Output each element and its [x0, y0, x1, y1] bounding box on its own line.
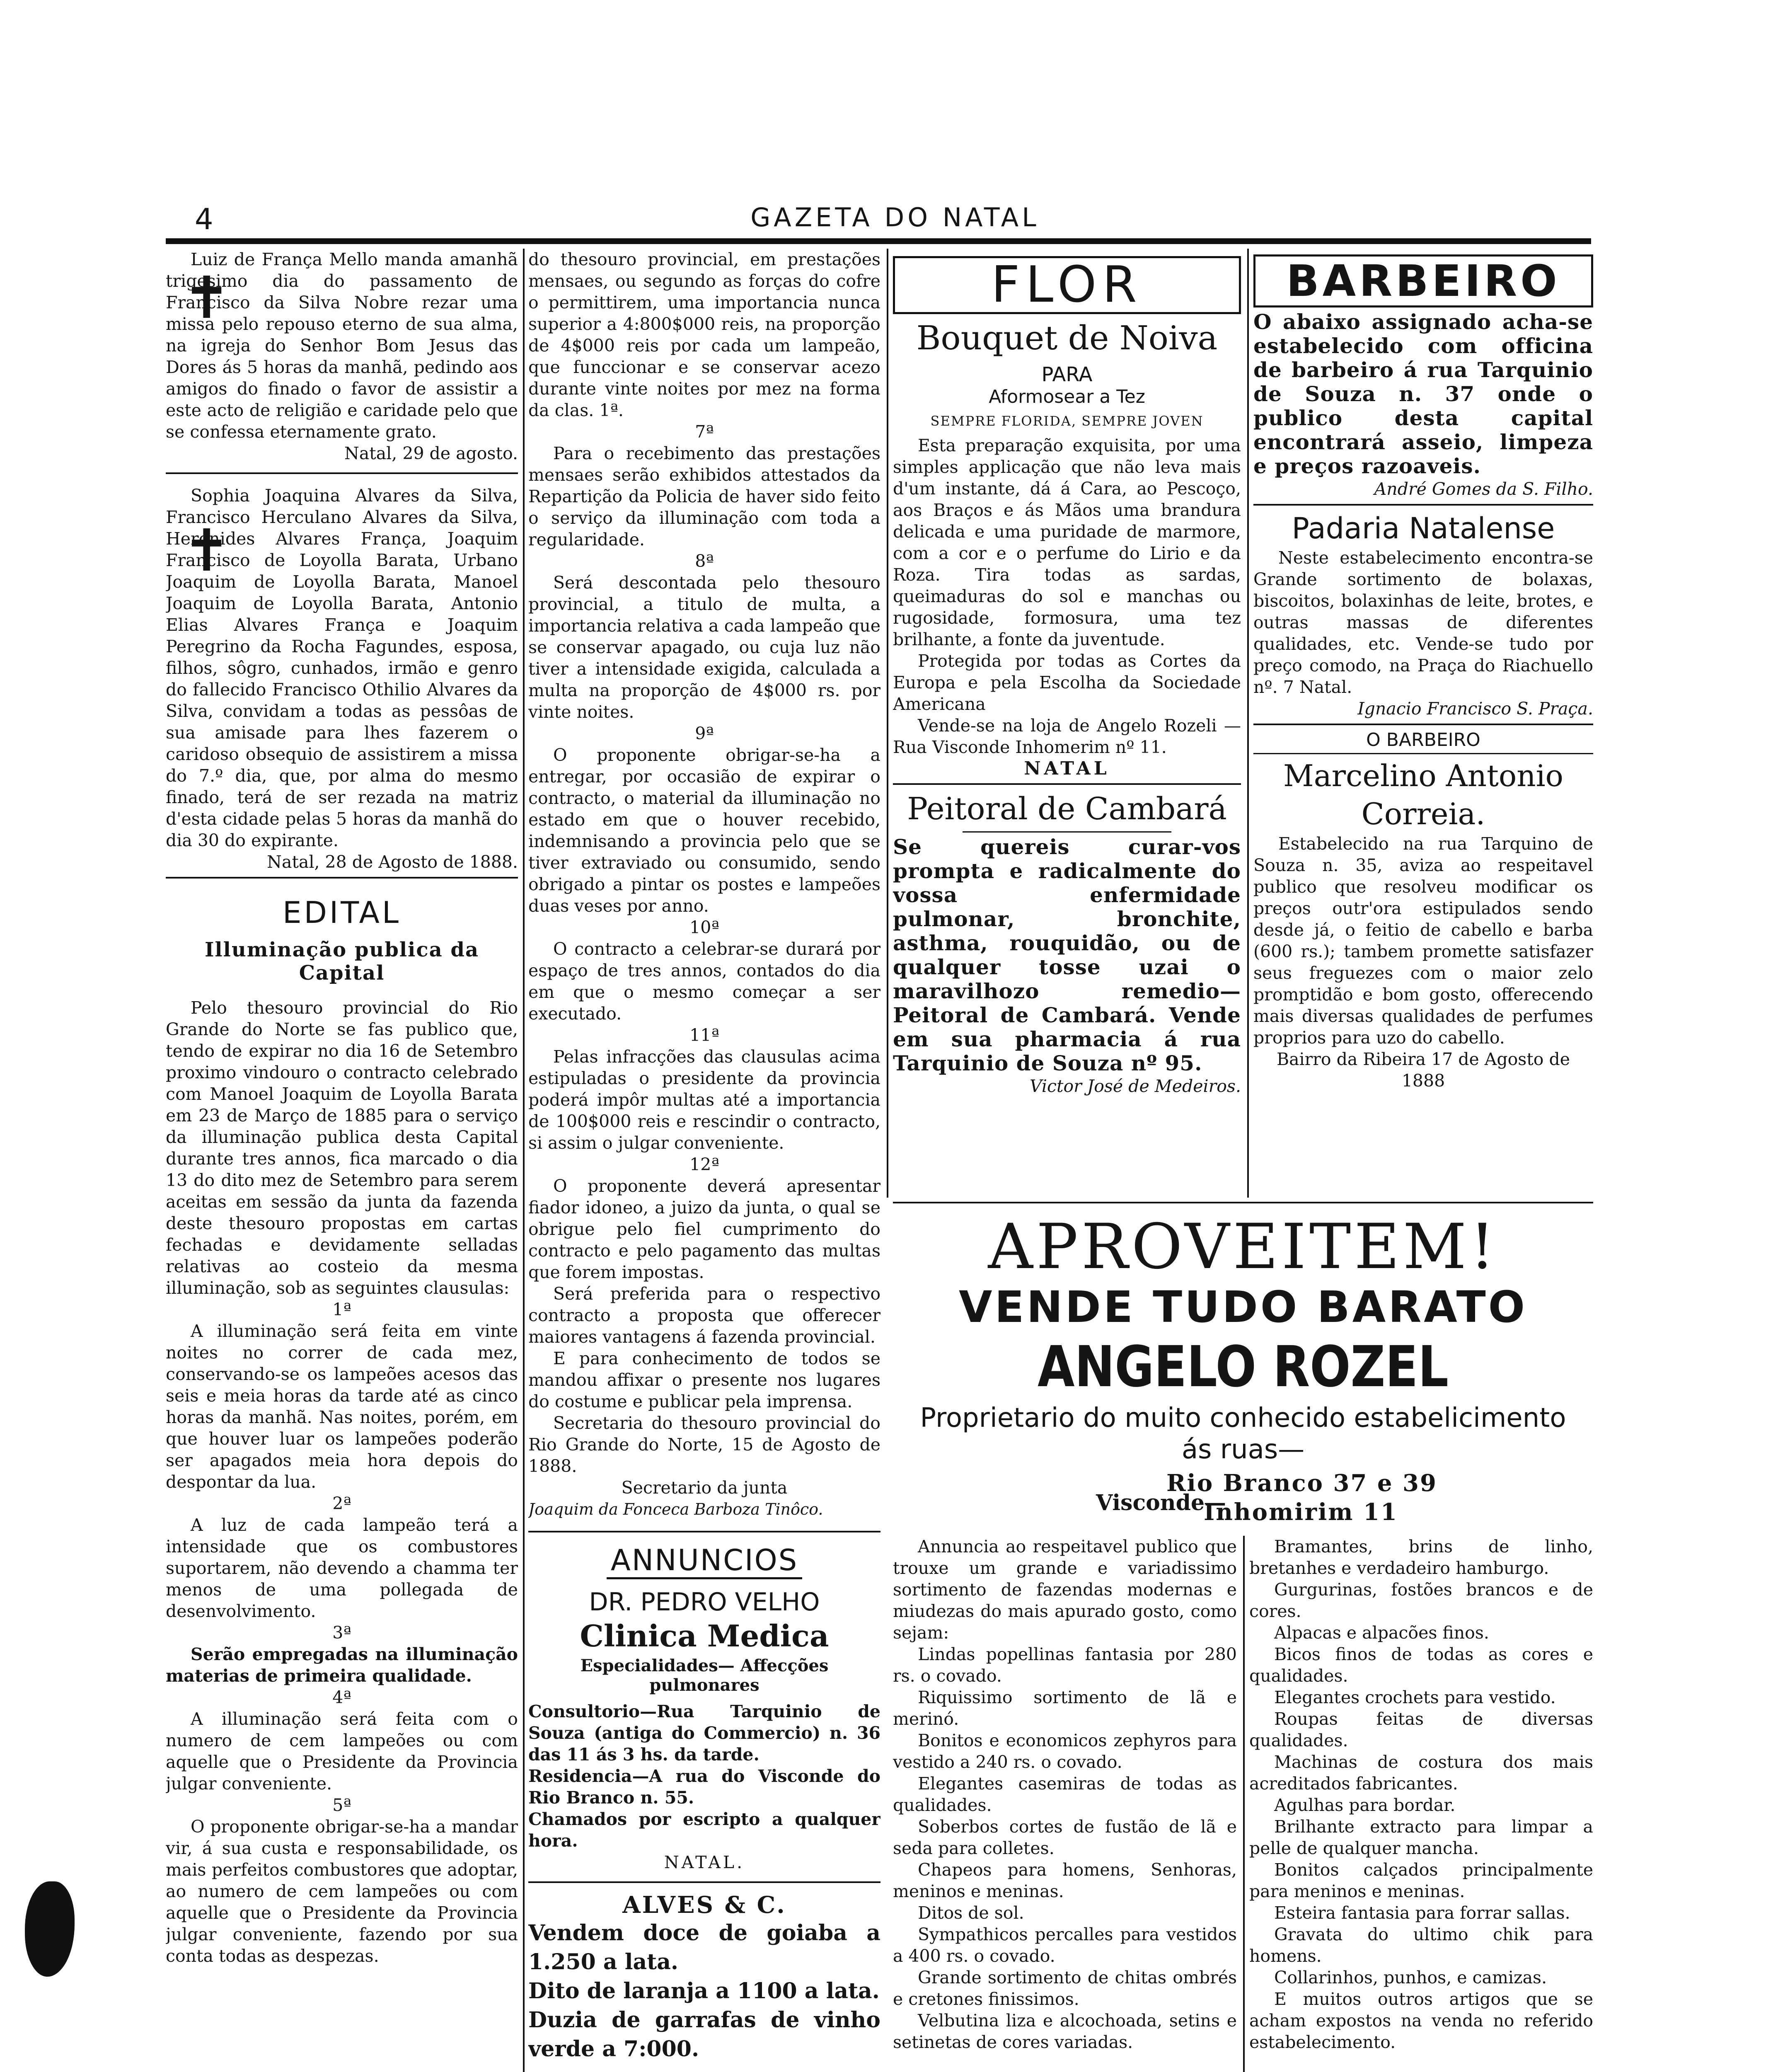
annuncios-heading-wrap — [528, 1543, 880, 1579]
edital-paragraph: E para conhecimento de todos se mandou affixar o presente nos lugares do costume e publicar pela imprensa. — [528, 1348, 880, 1411]
merchant-item: Duzia de garrafas de vinho verde a 7:000. — [528, 2007, 880, 2062]
clause-text: O contracto a celebrar-se durará por espaço de tres annos, contados do dia em que o mesmo começar a ser executado. — [528, 939, 880, 1024]
clinic-city: NATAL. — [664, 1852, 745, 1872]
edital-intro: Pelo thesouro provincial do Rio Grande do Norte se fas publico que, tendo de expirar no dia 16 de Setembro proximo vindouro o contracto celebrado com Manoel Joaquim de Loyolla Barata em 23 de Março de 1885 para o serviço da illuminação publica desta Capital durante tres annos, fica marcado o dia 13 do dito mez de Setembro para serem aceitas em sessão da junta da fazenda deste thesouro propostas em cartas fechadas e devidamente selladas relativas ao costeio da mesma illuminação, sob as seguintes clausulas: — [166, 998, 518, 1298]
clause-text: Serão empregadas na illuminação materias de primeira qualidade. — [166, 1644, 518, 1686]
product-item: Sympathicos percalles para vestidos a 400 rs. o covado. — [893, 1924, 1237, 1966]
clause-number: 10ª — [689, 917, 719, 937]
product-list-right — [1249, 1536, 1593, 2053]
clause-number: 11ª — [689, 1025, 719, 1045]
product-item: Annuncia ao respeitavel publico que trouxe um grande e variadissimo sortimento de fazendas modernas e miudezas do mais apurado gosto, como sejam: — [893, 1537, 1237, 1643]
signature-name: Joaquim da Fonceca Barboza Tinôco. — [528, 1500, 823, 1518]
clinic-calls: Chamados por escripto a qualquer hora. — [528, 1809, 880, 1851]
product-item: Esteira fantasia para forrar sallas. — [1274, 1903, 1570, 1923]
clause-number: 12ª — [689, 1155, 719, 1174]
proprietario-line: Proprietario do muito conhecido estabelicimento ás ruas— — [920, 1403, 1566, 1465]
separator — [528, 1531, 880, 1532]
clause-text: A luz de cada lampeão terá a intensidade que os combustores suportarem, não devendo a chamma ter menos de uma pollegada de desenvolvimento. — [166, 1515, 518, 1621]
edital-paragraph: Será preferida para o respectivo contracto a proposta que offerecer maiores vantagens á fazenda provincial. — [528, 1284, 880, 1347]
peitoral-title: Peitoral de Cambará — [907, 791, 1227, 827]
product-item: Roupas feitas de diversas qualidades. — [1249, 1709, 1593, 1750]
cross-icon: ✝ — [182, 264, 231, 332]
clause-text: Pelas infracções das clausulas acima estipuladas o presidente da provincia poderá impôr multas até a importancia de 100$000 reis e rescindir o contracto, si assim o julgar conveniente. — [528, 1047, 880, 1153]
obituary-notice-1: Luiz de França Mello manda amanhã trigesimo dia do passamento de Francisco da Silva Nobre rezar uma missa pelo repouso eterno de sua alma, na igreja do Senhor Bom Jesus das Dores ás 5 horas da manhã, pedindo aos amigos do finado o favor de assistir a este acto de religião e caridade pelo que se confessa eternamente grato. — [166, 249, 518, 442]
page-number: 4 — [195, 202, 213, 236]
product-item: Bonitos calçados principalmente para meninos e meninas. — [1249, 1860, 1593, 1901]
clause-text: A illuminação será feita com o numero de cem lampeões ou com aquelle que o Presidente da Provincia julgar conveniente. — [166, 1709, 518, 1794]
clause-number: 7ª — [695, 422, 714, 442]
product-item: Bramantes, brins de linho, bretanhes e verdadeiro hamburgo. — [1249, 1537, 1593, 1578]
separator — [1253, 504, 1593, 506]
clause-text: O proponente obrigar-se-ha a entregar, por occasião de expirar o contracto, o material da illuminação no estado em que o houver recebido, indemnisando a provincia pelo que se tiver extraviado ou consumido, sendo obrigado a pintar os postes e lampeões duas veses por anno. — [528, 745, 880, 916]
flor-sold-at: Vende-se na loja de Angelo Rozeli —Rua Visconde Inhomerim nº 11. — [893, 716, 1241, 757]
flor-heading: FLOR — [991, 256, 1143, 314]
column-4 — [1253, 249, 1593, 1198]
marcelino-body: Estabelecido na rua Tarquino de Souza n. 35, aviza ao respeitavel publico que resolveu modificar os preços outr'ora estipulados sendo desde já, o feitio de cabello e barba (600 rs.); tambem promette satisfazer seus freguezes com o maior zelo promptidão e bom gosto, offerecendo mais diversas qualidades de perfumes proprios para uzo do cabello. — [1253, 834, 1593, 1048]
peitoral-signature: Victor José de Medeiros. — [1030, 1076, 1241, 1096]
merchant-name: ALVES & C. — [622, 1891, 786, 1919]
product-item: Alpacas e alpacões finos. — [1274, 1623, 1489, 1643]
product-item: Ditos de sol. — [918, 1903, 1024, 1923]
merchant-item: Dito de laranja a 1100 a lata. — [528, 1978, 880, 2004]
obituary-date-2: Natal, 28 de Agosto de 1888. — [267, 852, 518, 872]
column-1 — [166, 249, 518, 2072]
product-item: Collarinhos, punhos, e camizas. — [1274, 1968, 1547, 1987]
clinic-name: Clinica Medica — [580, 1618, 829, 1653]
separator — [893, 1202, 1593, 1203]
address-block — [893, 1465, 1593, 1527]
vende-barato-heading: VENDE TUDO BARATO — [958, 1282, 1528, 1332]
inhomirim-address: Inhomirim 11 — [1204, 1498, 1398, 1526]
column-divider-2 — [887, 249, 888, 1198]
clause-number: 8ª — [695, 551, 714, 571]
product-item: Gurgurinas, fostões brancos e de cores. — [1249, 1580, 1593, 1621]
separator — [1253, 753, 1593, 754]
separator — [166, 472, 518, 474]
edital-paragraph: Secretaria do thesouro provincial do Rio Grande do Norte, 15 de Agosto de 1888. — [528, 1413, 880, 1476]
sempre-label: SEMPRE FLORIDA, SEMPRE JOVEN — [930, 413, 1204, 429]
product-item: Bicos finos de todas as cores e qualidades. — [1249, 1644, 1593, 1686]
flor-heading-box — [893, 256, 1241, 314]
aformosear-label: Aformosear a Tez — [989, 386, 1145, 407]
product-item: Chapeos para homens, Senhoras, meninos e meninas. — [893, 1860, 1237, 1901]
product-item: Soberbos cortes de fustão de lã e seda para colletes. — [893, 1817, 1237, 1858]
separator — [1253, 724, 1593, 725]
product-item: Brilhante extracto para limpar a pelle de qualquer mancha. — [1249, 1817, 1593, 1858]
flor-city: NATAL — [1024, 758, 1110, 779]
newspaper-title: GAZETA DO NATAL — [750, 202, 1040, 232]
product-item: Lindas popellinas fantasia por 280 rs. o covado. — [893, 1644, 1237, 1686]
header-rule — [166, 238, 1591, 244]
product-item: Elegantes crochets para vestido. — [1274, 1687, 1556, 1707]
barbeiro-heading: BARBEIRO — [1286, 256, 1560, 306]
separator — [166, 877, 518, 879]
column-divider-3 — [1247, 249, 1249, 1198]
clause-text: Para o recebimento das prestações mensaes serão exhibidos attestados da Repartição da Policia de haver sido feito o serviço da illuminação com toda a regularidade. — [528, 443, 880, 549]
clinic-office: Consultorio—Rua Tarquinio de Souza (antiga do Commercio) n. 36 das 11 ás 3 hs. da tarde. — [528, 1702, 880, 1765]
cross-icon: ✝ — [182, 517, 231, 585]
separator — [893, 783, 1241, 785]
rio-branco-address: Rio Branco 37 e 39 — [1166, 1469, 1437, 1497]
big-advertisement — [893, 1202, 1593, 2072]
product-item: Gravata do ultimo chik para homens. — [1249, 1924, 1593, 1966]
product-item: Elegantes casemiras de todas as qualidades. — [893, 1774, 1237, 1815]
separator — [528, 1881, 880, 1883]
doctor-name: DR. PEDRO VELHO — [589, 1588, 820, 1617]
clause-number: 9ª — [695, 724, 714, 743]
ink-stain — [25, 1881, 75, 1977]
clause-number: 1ª — [332, 1300, 351, 1319]
obituary-date-1: Natal, 29 de agosto. — [344, 443, 518, 463]
clause-text: A illuminação será feita em vinte noites no correr de cada mez, conservando-se os lampeões acesos das seis e meia horas da tarde até as cinco horas da manhã. Nas noites, porém, em que houver luar os lampeões poderão ser apagados meia hora depois do despontar da lua. — [166, 1321, 518, 1492]
product-item: Velbutina liza e alcochoada, setins e setinetas de cores variadas. — [893, 2011, 1237, 2052]
clause-text: O proponente obrigar-se-ha a mandar vir, á sua custa e responsabilidade, os mais perfeitos combustores que adoptar, ao numero de cem lampeões ou com aquelle que o Presidente da Provincia julgar conveniente, fazendo por sua conta todas as despezas. — [166, 1817, 518, 1966]
para-label: PARA — [1041, 363, 1093, 386]
marcelino-heading: Marcelino Antonio Correia. — [1283, 758, 1564, 831]
annuncios-heading: ANNUNCIOS — [607, 1543, 802, 1579]
obarbeiro-label: O BARBEIRO — [1366, 729, 1480, 750]
angelo-rozel-heading: ANGELO ROZEL — [1038, 1334, 1449, 1400]
aproveitem-heading: APROVEITEM! — [988, 1211, 1498, 1283]
clause-number: 5ª — [332, 1795, 351, 1815]
clinic-residence: Residencia—A rua do Visconde do Rio Branco n. 55. — [528, 1766, 880, 1808]
clinic-specialties: Especialidades— Affecções pulmonares — [580, 1656, 829, 1695]
clause-text: do thesouro provincial, em prestações mensaes, ou segundo as forças do cofre o permittirem, uma importancia nunca superior a 4:800$000 reis, na proporção de 4$000 reis por cada um lampeão, que funccionar e se conservar acezo durante vinte noites por mez na forma da clas. 1ª. — [528, 249, 880, 420]
padaria-signature: Ignacio Francisco S. Praça. — [1357, 699, 1593, 719]
marcelino-location-date: Bairro da Ribeira 17 de Agosto de 1888 — [1276, 1049, 1570, 1091]
edital-subheading: Illuminação publica da Capital — [204, 938, 479, 985]
clause-text: O proponente deverá apresentar fiador idoneo, a juizo da junta, o qual se obrigue pelo fiel cumprimento do contracto e pelo pagamento das multas que forem impostas. — [528, 1176, 880, 1282]
product-item: Riquissimo sortimento de lã e merinó. — [893, 1687, 1237, 1729]
separator — [963, 831, 1171, 833]
barbeiro-heading-box — [1253, 254, 1593, 307]
product-item: Grande sortimento de chitas ombrés e cretones finissimos. — [893, 1968, 1237, 2009]
clause-text: Será descontada pelo thesouro provincial, a titulo de multa, a importancia relativa a cada lampeão que se conservar apagado, ou cuja luz não tiver a intensidade exigida, calculada a multa na proporção de 4$000 rs. por vinte noites. — [528, 573, 880, 722]
visconde-label: Visconde— — [1096, 1490, 1226, 1515]
flor-protected: Protegida por todas as Cortes da Europa e pela Escolha da Sociedade Americana — [893, 651, 1241, 714]
column-2 — [528, 249, 880, 2072]
product-item: Agulhas para bordar. — [1274, 1795, 1456, 1815]
product-list-left — [893, 1536, 1237, 2053]
peitoral-body: Se quereis curar-vos prompta e radicalmente do vossa enfermidade pulmonar, bronchite, asthma, rouquidão, ou de qualquer tosse uzai o maravilhozo remedio— Peitoral de Cambará. Vende em sua pharmacia á rua Tarquinio de Souza nº 95. — [893, 835, 1241, 1075]
product-lists — [893, 1536, 1593, 2072]
clause-number: 3ª — [332, 1623, 351, 1643]
column-divider-ad — [1243, 1536, 1245, 2072]
signature-title: Secretario da junta — [621, 1478, 788, 1498]
merchant-item: Vendem doce de goiaba a 1.250 a lata. — [528, 1920, 880, 1975]
edital-heading: EDITAL — [283, 895, 401, 930]
clause-number: 4ª — [332, 1687, 351, 1707]
padaria-heading: Padaria Natalense — [1292, 511, 1555, 545]
product-item: Machinas de costura dos mais acreditados fabricantes. — [1249, 1752, 1593, 1794]
barbeiro-body: O abaixo assignado acha-se estabelecido com officina de barbeiro á rua Tarquinio de Souza n. 37 onde o publico desta capital encontrará asseio, limpeza e preços razoaveis. — [1253, 310, 1593, 478]
bouquet-title: Bouquet de Noiva — [916, 319, 1218, 357]
product-item: E muitos outros artigos que se acham expostos na venda no referido estabelecimento. — [1249, 1989, 1593, 2052]
padaria-body: Neste estabelecimento encontra-se Grande sortimento de bolaxas, biscoitos, bolaxinhas de leite, brotes, e outras massas de diferentes qualidades, etc. Vende-se tudo por preço comodo, na Praça do Riachuello nº. 7 Natal. — [1253, 548, 1593, 697]
barbeiro-signature: André Gomes da S. Filho. — [1374, 479, 1593, 499]
column-3 — [893, 249, 1241, 1198]
column-divider-1 — [523, 249, 525, 2072]
clause-number: 2ª — [332, 1493, 351, 1513]
obituary-notice-2: Sophia Joaquina Alvares da Silva, Francisco Herculano Alvares da Silva, Heronides Alvares França, Joaquim Francisco de Loyolla Barata, Urbano Joaquim de Loyolla Barata, Manoel Joaquim de Loyolla Barata, Antonio Elias Alvares França e Joaquim Peregrino da Rocha Fagundes, esposa, filhos, sôgro, cunhados, irmão e genro do fallecido Francisco Othilio Alvares da Silva, convidam a todas as pessôas de sua amisade para lhes fazerem o caridoso obsequio de assistirem a missa do 7.º dia, que, por alma do mesmo finado, terá de ser rezada na matriz d'esta cidade pelas 5 horas da manhã do dia 30 do expirante. — [166, 486, 518, 850]
product-item: Bonitos e economicos zephyros para vestido a 240 rs. o covado. — [893, 1731, 1237, 1772]
flor-body: Esta preparação exquisita, por uma simples applicação que não leva mais d'um instante, dá á Cara, ao Pescoço, aos Braços e ás Mãos uma brandura delicada e uma puridade de marmore, com a cor e o perfume do Lirio e da Roza. Tira todas as sardas, queimaduras do sol e manchas ou rugosidade, formosura, uma tez brilhante, a fonte da juventude. — [893, 436, 1241, 649]
